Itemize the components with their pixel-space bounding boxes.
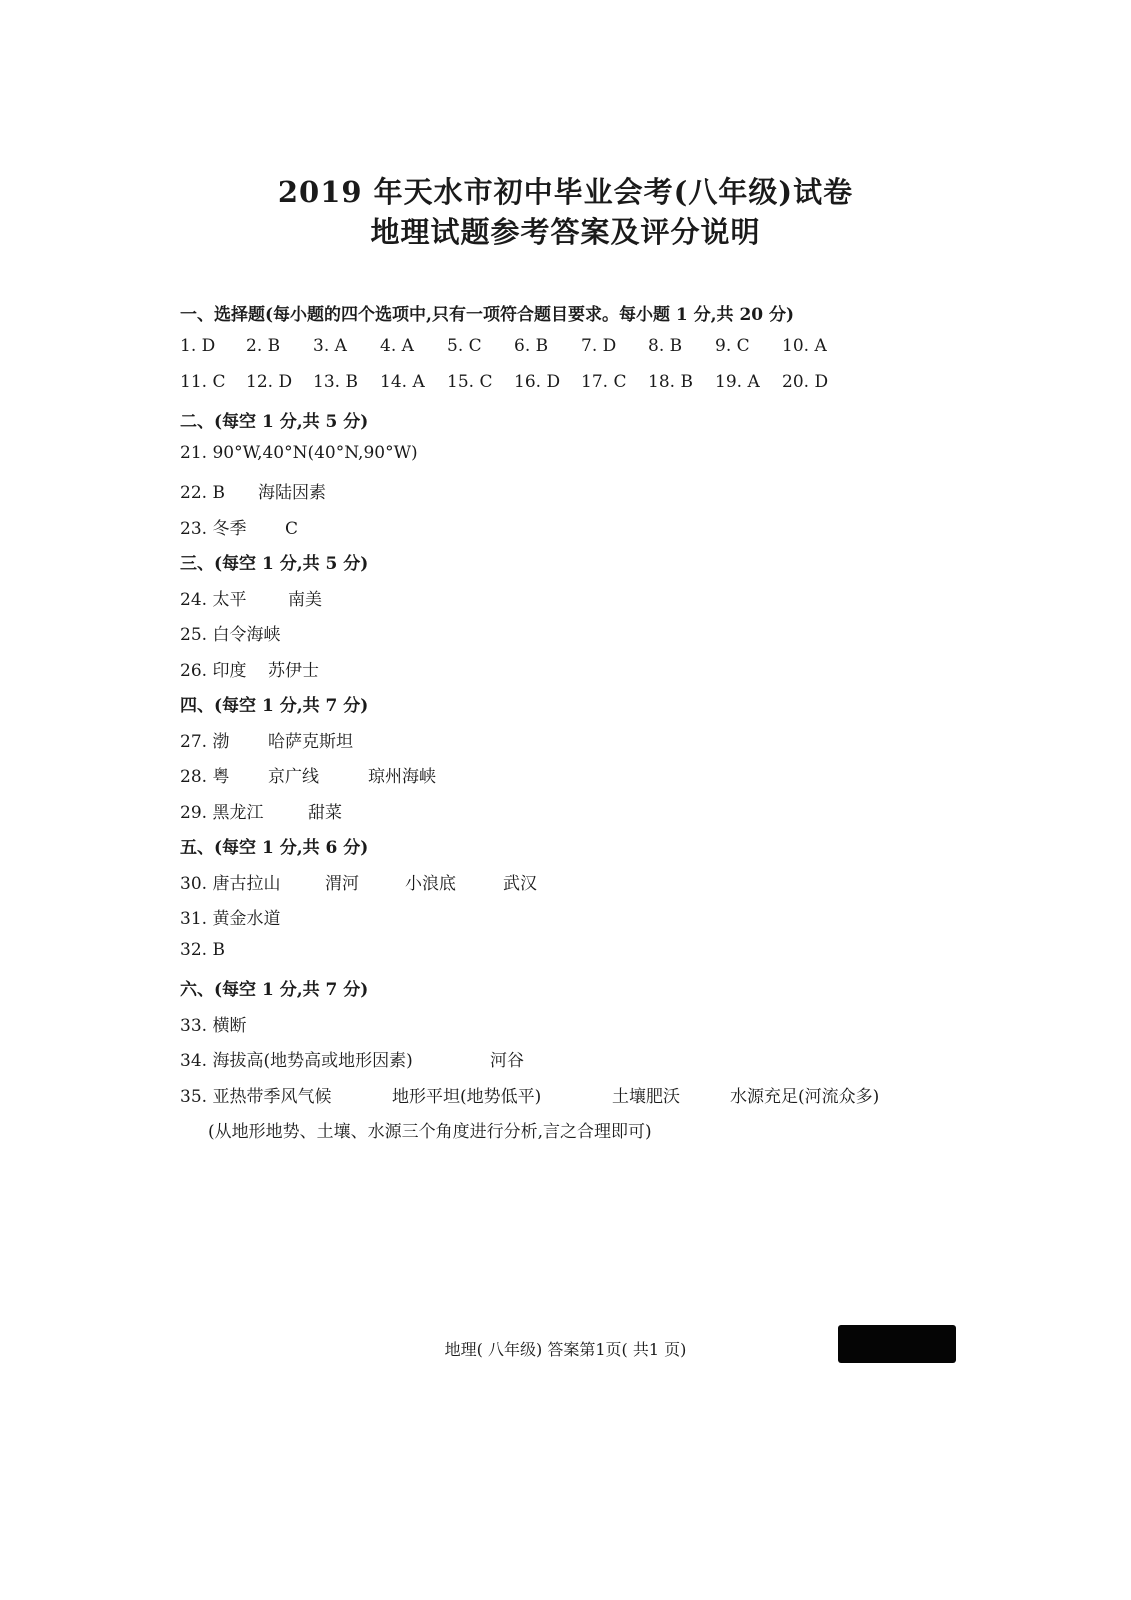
redaction-block xyxy=(838,1325,956,1363)
answer-13: 13. B xyxy=(313,372,358,392)
section5-heading: 五、(每空 1 分,共 6 分) xyxy=(180,838,369,858)
answer-31-a: 31. 黄金水道 xyxy=(180,909,281,929)
answer-1: 1. D xyxy=(180,336,216,356)
answer-28 xyxy=(180,762,436,787)
answer-21: 21. 90°W,40°N(40°N,90°W) xyxy=(180,443,418,463)
answer-28-a: 28. 粤 xyxy=(180,767,230,787)
section4-heading: 四、(每空 1 分,共 7 分) xyxy=(180,696,369,716)
answer-18: 18. B xyxy=(648,372,693,392)
answer-24-a: 24. 太平 xyxy=(180,590,247,610)
mc-row-1 xyxy=(180,336,827,356)
answer-25 xyxy=(180,620,280,645)
answer-23-a: 23. 冬季 xyxy=(180,519,247,539)
answer-5: 5. C xyxy=(447,336,482,356)
answer-30-c: 小浪底 xyxy=(405,874,456,894)
answer-29 xyxy=(180,798,342,823)
answer-34-a: 34. 海拔高(地势高或地形因素) xyxy=(180,1051,413,1071)
answer-3: 3. A xyxy=(313,336,347,356)
answer-32 xyxy=(180,940,225,960)
section2-heading: 二、(每空 1 分,共 5 分) xyxy=(180,412,369,432)
answer-27-b: 哈萨克斯坦 xyxy=(268,732,353,752)
answer-30-b: 渭河 xyxy=(325,874,359,894)
answer-26 xyxy=(180,656,319,681)
mc-row-2 xyxy=(180,372,828,392)
answer-6: 6. B xyxy=(514,336,549,356)
answer-30-d: 武汉 xyxy=(503,874,537,894)
answer-2: 2. B xyxy=(246,336,281,356)
answer-32-a: 32. B xyxy=(180,940,225,960)
answer-30 xyxy=(180,869,537,894)
answer-35-a: 35. 亚热带季风气候 xyxy=(180,1087,332,1107)
document-subtitle: 地理试题参考答案及评分说明 xyxy=(370,215,761,249)
answer-30-a: 30. 唐古拉山 xyxy=(180,874,281,894)
section6-heading: 六、(每空 1 分,共 7 分) xyxy=(180,980,369,1000)
answer-27 xyxy=(180,727,353,752)
answer-34 xyxy=(180,1046,524,1071)
answer-27-a: 27. 渤 xyxy=(180,732,230,752)
answer-34-b: 河谷 xyxy=(490,1051,524,1071)
answer-12: 12. D xyxy=(246,372,293,392)
answer-22-b: 海陆因素 xyxy=(258,483,326,503)
answer-35-b: 地形平坦(地势低平) xyxy=(392,1087,542,1107)
answer-9: 9. C xyxy=(715,336,750,356)
answer-35-c: 土壤肥沃 xyxy=(612,1087,680,1107)
answer-22-a: 22. B xyxy=(180,483,225,503)
answer-33-a: 33. 横断 xyxy=(180,1016,247,1036)
answer-29-b: 甜菜 xyxy=(308,803,342,823)
answer-26-a: 26. 印度 xyxy=(180,661,247,681)
answer-23 xyxy=(180,514,298,539)
answer-35-d: 水源充足(河流众多) xyxy=(730,1087,880,1107)
page-footer: 地理( 八年级) 答案第1页( 共1 页) xyxy=(444,1340,687,1359)
answer-28-b: 京广线 xyxy=(268,767,319,787)
answer-17: 17. C xyxy=(581,372,627,392)
answer-10: 10. A xyxy=(782,336,827,356)
section1-heading: 一、选择题(每小题的四个选项中,只有一项符合题目要求。每小题 1 分,共 20 分) xyxy=(180,305,795,325)
answer-14: 14. A xyxy=(380,372,425,392)
answer-11: 11. C xyxy=(180,372,226,392)
answer-24 xyxy=(180,585,322,610)
answer-33 xyxy=(180,1011,246,1036)
answer-15: 15. C xyxy=(447,372,493,392)
answer-4: 4. A xyxy=(380,336,414,356)
answer-22 xyxy=(180,478,326,503)
answer-26-b: 苏伊士 xyxy=(268,661,319,681)
answer-35-note: (从地形地势、土壤、水源三个角度进行分析,言之合理即可) xyxy=(208,1122,652,1142)
answer-31 xyxy=(180,904,280,929)
document-title: 2019 年天水市初中毕业会考(八年级)试卷 xyxy=(277,175,854,209)
answer-29-a: 29. 黑龙江 xyxy=(180,803,264,823)
answer-35 xyxy=(180,1082,879,1107)
answer-23-b: C xyxy=(285,519,299,539)
answer-8: 8. B xyxy=(648,336,683,356)
answer-16: 16. D xyxy=(514,372,561,392)
answer-25-a: 25. 白令海峡 xyxy=(180,625,281,645)
answer-7: 7. D xyxy=(581,336,617,356)
section3-heading: 三、(每空 1 分,共 5 分) xyxy=(180,554,369,574)
answer-28-c: 琼州海峡 xyxy=(368,767,436,787)
answer-24-b: 南美 xyxy=(288,590,322,610)
answer-20: 20. D xyxy=(782,372,829,392)
answer-19: 19. A xyxy=(715,372,760,392)
